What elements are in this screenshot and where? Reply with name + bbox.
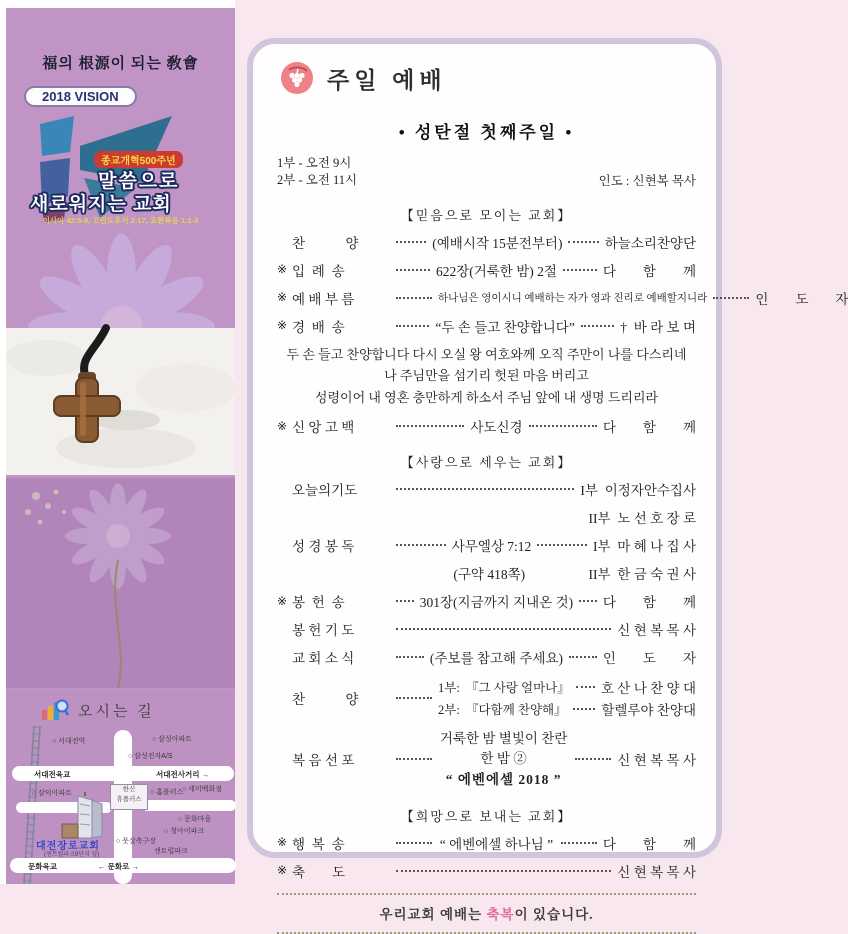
row-mark: ※	[277, 863, 288, 878]
row-center: 622장(거룩한 밤) 2절	[435, 263, 557, 279]
row-mark: ※	[277, 593, 288, 608]
bulletin-card	[247, 38, 848, 922]
sermon-passage: 거룩한 밤 별빛이 찬란한 밤 ②	[439, 731, 568, 767]
flower-stem-image	[6, 478, 235, 688]
row-center: “ 에벤에셀 하나님 ”	[439, 836, 554, 852]
row-center: 1부: 『그 사랑 얼마나』	[438, 681, 570, 696]
sermon-title: “ 에벤에셀 2018 ”	[445, 771, 562, 787]
service-leader: 인도 : 신현복 목사	[598, 173, 696, 188]
order-row-call-to-worship	[277, 288, 848, 308]
map-label-crossroad: 서대전사거리 →	[156, 770, 210, 779]
dot-leader	[396, 425, 464, 427]
row-right: 신 현 복 목 사	[617, 753, 696, 769]
order-row-praise	[277, 232, 696, 252]
flower-photo	[6, 478, 235, 688]
row-center: (예배시작 15분전부터)	[432, 235, 563, 251]
row-label: 축 도	[292, 864, 346, 880]
scripture-reference: 이사야 42:5-9, 고린도후서 2:17, 요한복음 1:1-3	[42, 216, 199, 225]
row-right: II부 노 선 호 장 로	[588, 511, 696, 527]
slogan-line2: 새로워지는 교회	[30, 194, 172, 215]
map-label-samik-apt: ○ 삼익아파트	[32, 790, 72, 797]
dot-leader	[537, 544, 587, 546]
dot-leader	[579, 600, 597, 602]
hymn-lyrics	[277, 344, 696, 408]
row-label: 봉 헌 기 도	[292, 623, 355, 639]
row-right: 다 함 께	[602, 263, 696, 279]
choir-line-1	[438, 677, 696, 697]
map-label-munhwa-ro: ← 문화로 →	[98, 862, 139, 871]
map-label-hanshin-line2: 휴플러스	[116, 796, 142, 804]
map-label-samsung-apt: ○ 삼성아파트	[152, 736, 192, 743]
dot-leader	[529, 425, 597, 427]
row-right: 다 함 께	[602, 595, 696, 611]
row-label: 신 앙 고 백	[292, 420, 355, 436]
row-center: “두 손 들고 찬양합니다”	[435, 319, 575, 335]
map-label-ipark: ○ 청아이파크	[164, 828, 204, 835]
order-row-happy-song	[277, 833, 696, 853]
branding-panel	[6, 8, 235, 325]
order-row-benediction	[277, 861, 696, 881]
order-row-scripture-reading	[277, 535, 696, 555]
dot-leader	[396, 241, 426, 243]
map-label-samsung-as: ○ 삼성전자A/S	[128, 753, 173, 760]
map-road-right	[142, 800, 236, 811]
row-right: 신 현 복 목 사	[617, 864, 696, 880]
section-heading-love: 【사랑으로 세우는 교회】	[400, 455, 573, 471]
page-title: 주일 예배	[327, 67, 447, 93]
row-label: 성 경 봉 독	[292, 539, 355, 555]
church-motto: 福의 根源이 되는 敎會	[42, 56, 199, 72]
grape-icon	[279, 60, 315, 96]
slogan-line1: 말씀으로	[98, 171, 180, 192]
order-row-prayer	[277, 479, 696, 499]
row-right: I부 이정자안수집사	[580, 483, 696, 499]
hymn-lyrics-line1: 두 손 들고 찬양합니다 다시 오실 왕 여호와께 오직 주만이 나를 다스리네	[286, 346, 687, 362]
bulletin-header	[279, 60, 696, 96]
dot-leader	[573, 708, 596, 710]
order-row-sermon	[277, 729, 696, 790]
map-label-semi-dept: ○ 세미백화점	[182, 786, 222, 793]
cross-pendant-image	[6, 328, 235, 475]
row-mark: ※	[277, 290, 288, 305]
map-label-futsal: ○ 풋살축구장	[116, 838, 156, 845]
row-right: † 바 라 보 며	[620, 319, 696, 335]
church-building-icon	[58, 794, 112, 842]
order-row-entrance-song	[277, 260, 696, 280]
row-center: (구약 418쪽)	[453, 567, 526, 583]
directions-map	[6, 690, 235, 884]
sidebar	[0, 0, 235, 884]
vision-badge: 2018 VISION	[24, 86, 137, 107]
order-row-scripture-line2	[277, 563, 696, 583]
row-right: 인 도 자	[602, 651, 696, 667]
order-row-offering-song	[277, 591, 696, 611]
anniversary-badge: 종교개혁500주년	[94, 151, 183, 168]
dot-leader	[576, 686, 595, 688]
service-times-row	[277, 155, 696, 189]
hymn-lyrics-line2: 나 주님만을 섬기리 헛된 마음 버리고	[384, 368, 589, 384]
row-label: 경 배 송	[292, 319, 345, 335]
row-center: 사무엘상 7:12	[451, 539, 532, 555]
service-time-2: 2부 - 오전 11시	[277, 172, 358, 187]
map-label-hanshin-line1: 한신	[122, 786, 136, 793]
dot-leader	[581, 325, 614, 327]
dot-leader	[563, 269, 597, 271]
section-heading-hope: 【희망으로 보내는 교회】	[400, 808, 573, 824]
sidebar-panel	[6, 8, 235, 884]
dot-leader	[396, 269, 430, 271]
row-center: 301장(지금까지 지내온 것)	[419, 595, 574, 611]
footer-message	[277, 893, 696, 934]
row-right: 다 함 께	[602, 836, 696, 852]
map-label-homeplus: ○ 홈플러스	[150, 789, 184, 796]
order-row-creed	[277, 416, 696, 436]
dot-leader	[396, 628, 611, 630]
row-right: I부 마 혜 나 집 사	[593, 539, 697, 555]
footer-text: 이 있습니다.	[514, 906, 594, 922]
sermon-title-block	[438, 729, 569, 790]
row-label: 복 음 선 포	[292, 753, 355, 769]
dot-leader	[396, 870, 611, 872]
row-right: II부 한 금 숙 권 사	[588, 567, 696, 583]
map-legend-icon	[40, 698, 70, 722]
row-label: 입 례 송	[292, 263, 345, 279]
dot-leader	[561, 842, 597, 844]
row-mark: ※	[277, 835, 288, 850]
dot-leader	[396, 842, 432, 844]
dot-leader	[396, 297, 432, 299]
choir-line-2	[438, 699, 696, 719]
map-label-overpass2: 문화육교	[28, 862, 57, 871]
dot-leader	[396, 544, 446, 546]
row-label: 예 배 부 름	[292, 291, 355, 307]
service-time-1: 1부 - 오전 9시	[277, 156, 352, 170]
dot-leader	[396, 325, 429, 327]
flower-image	[24, 230, 219, 330]
footer-highlight: 축복	[486, 906, 515, 922]
row-right: 호 산 나 찬 양 대	[600, 681, 696, 697]
row-right: 할렐루야 찬양대	[601, 703, 696, 719]
row-center: 사도신경	[470, 420, 523, 436]
order-row-prayer-line2	[277, 507, 696, 527]
order-row-choir	[277, 675, 696, 721]
dot-leader	[396, 600, 414, 602]
footer-text: 우리교회 예배는	[379, 906, 487, 922]
service-subtitle: • 성탄절 첫째주일 •	[398, 123, 575, 142]
map-label-overpass1: 서대전육교	[34, 770, 71, 779]
choir-lines	[438, 675, 696, 721]
row-label: 찬 양	[292, 692, 359, 708]
row-label: 교 회 소 식	[292, 651, 355, 667]
map-label-munhwa-village: ○ 문화마을	[178, 816, 212, 823]
dot-leader	[569, 656, 597, 658]
hymn-lyrics-line3: 성령이어 내 영혼 충만하게 하소서 주님 앞에 내 생명 드리리라	[314, 389, 659, 405]
map-label-station: ○ 서대전역	[52, 738, 86, 745]
order-row-offering-prayer	[277, 619, 696, 639]
dot-leader	[713, 297, 749, 299]
row-center: 2부: 『다함께 찬양해』	[438, 703, 567, 718]
row-center: (주보를 참고해 주세요)	[429, 651, 563, 667]
row-right: 하늘소리찬양단	[604, 235, 696, 251]
service-times	[277, 155, 357, 189]
row-mark: ※	[277, 262, 288, 277]
row-right: 신 현 복 목 사	[617, 623, 696, 639]
dot-leader	[568, 241, 598, 243]
row-right: 인 도 자	[755, 291, 848, 307]
dot-leader	[396, 758, 432, 760]
dot-leader	[396, 488, 574, 490]
row-label: 찬 양	[292, 235, 359, 251]
section-heading-faith: 【믿음으로 모이는 교회】	[400, 207, 573, 223]
row-center: 하나님은 영이시니 예배하는 자가 영과 진리로 예배할지니라	[438, 293, 708, 305]
map-label-central-park: 센트럴파크	[154, 848, 188, 855]
map-label-hanshin	[110, 784, 148, 810]
row-label: 오늘의기도	[292, 483, 358, 499]
dot-leader	[396, 697, 432, 699]
row-mark: ※	[277, 418, 288, 433]
order-row-adoration-song	[277, 316, 696, 336]
dot-leader	[396, 656, 424, 658]
cross-photo	[6, 328, 235, 475]
map-title: 오시는 길	[78, 703, 155, 720]
row-mark: ※	[277, 318, 288, 333]
row-label: 행 복 송	[292, 836, 345, 852]
row-right: 다 함 께	[602, 420, 697, 436]
map-church-name: 대전장로교회	[36, 841, 100, 852]
row-label: 봉 헌 송	[292, 595, 345, 611]
map-church-subtitle: (센트럴파크9단지 앞)	[44, 852, 100, 858]
dot-leader	[575, 758, 611, 760]
order-row-church-news	[277, 647, 696, 667]
